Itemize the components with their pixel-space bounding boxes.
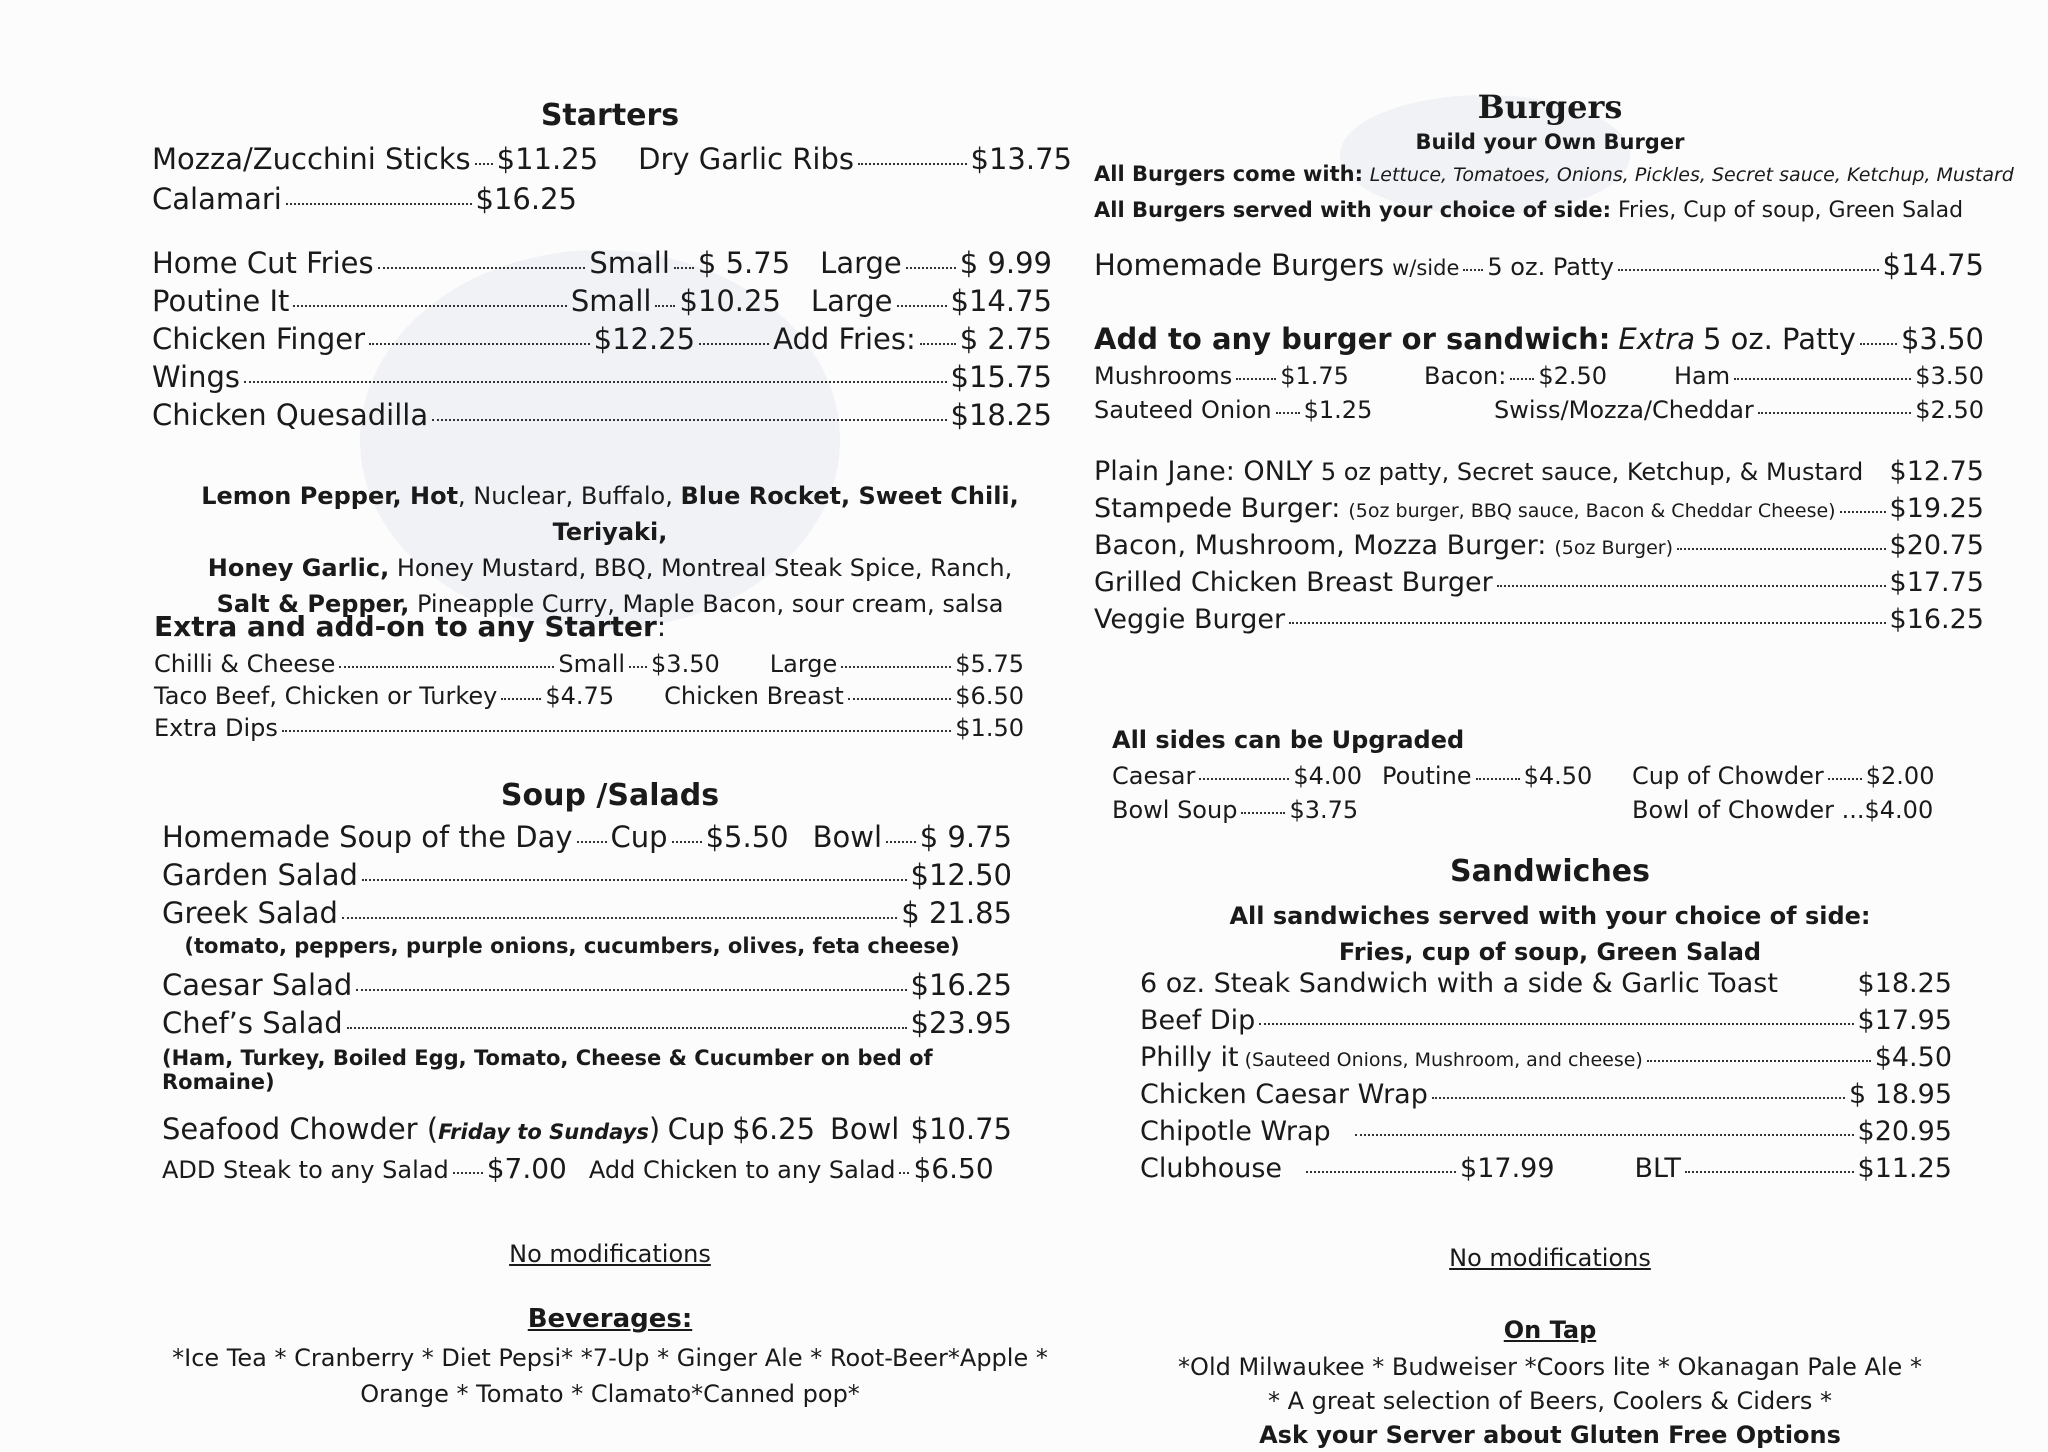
size-label: Bowl: [829, 1112, 900, 1146]
item-price: $10.75: [910, 1112, 1012, 1146]
dot-leader: [293, 305, 567, 307]
item-name: Beef Dip: [1140, 1005, 1256, 1036]
item-name: Calamari: [152, 182, 282, 216]
item-name: Chicken Finger: [152, 322, 366, 356]
item-price: $5.50: [705, 820, 789, 854]
dot-leader: [897, 305, 947, 307]
burgers-come-with: [1094, 162, 2014, 186]
label: All Burgers served with your choice of side:: [1094, 198, 1611, 222]
colon: :: [656, 610, 667, 643]
flavor: , Nuclear, Buffalo,: [458, 482, 681, 510]
dot-leader: [1289, 622, 1885, 624]
dot-leader: [1432, 1097, 1845, 1099]
dot-leader: [501, 698, 541, 700]
item-name: Chicken Quesadilla: [152, 398, 429, 432]
item-price: $ 18.95: [1848, 1079, 1952, 1110]
dot-leader: [674, 267, 694, 269]
side-caesar: [1112, 762, 1382, 790]
item-price: $15.75: [950, 360, 1052, 394]
item-name: Grilled Chicken Breast Burger: [1094, 567, 1493, 598]
extra-addon-title: [154, 610, 666, 643]
dot-leader: [1758, 412, 1912, 414]
item-price: $20.75: [1889, 530, 1984, 561]
left-no-modifications: No modifications: [509, 1240, 711, 1268]
item-name: Add to any burger or sandwich:: [1094, 322, 1611, 356]
soup-salad-list: [162, 820, 1012, 1185]
item-price: $13.75: [970, 142, 1072, 176]
item-name: Add Chicken to any Salad: [588, 1156, 896, 1184]
size-label: Large: [820, 246, 902, 280]
add-label: Add Fries:: [773, 322, 916, 356]
dot-leader: [629, 666, 647, 668]
menu-item-caesar-salad: [162, 968, 1012, 1002]
item-name: Philly it: [1140, 1042, 1239, 1073]
item-price: $2.50: [1538, 362, 1608, 390]
size-label: Small: [570, 284, 652, 318]
burger-list: [1094, 248, 1984, 635]
item-name: Sauteed Onion: [1094, 396, 1272, 424]
dot-leader: [1497, 585, 1886, 587]
flavors-line-1: [140, 478, 1080, 550]
flavor: Pineapple Curry, Maple Bacon, sour cream, salsa: [409, 590, 1004, 618]
flavor-bold: Blue Rocket, Sweet Chili, Teriyaki,: [552, 482, 1019, 546]
item-name: Caesar Salad: [162, 968, 353, 1002]
sides-title: All sides can be Upgraded: [1112, 726, 1465, 754]
item-price: $11.25: [1857, 1153, 1952, 1184]
item-name: ADD Steak to any Salad: [162, 1156, 449, 1184]
menu-item-wings: [152, 360, 1052, 394]
menu-item-bacon-mushroom-mozza: [1094, 530, 1984, 561]
item-price: $ 9.75: [919, 820, 1012, 854]
size-label: Large: [810, 284, 893, 318]
dot-leader: [378, 267, 586, 269]
item-price: $3.50: [1915, 362, 1984, 390]
starters-list-2: [152, 246, 1052, 432]
menu-item-seafood-chowder: [162, 1112, 1012, 1146]
addon-cheese: [1494, 396, 1984, 424]
side-poutine: [1382, 762, 1632, 790]
dot-leader: [432, 419, 946, 421]
dot-leader: [858, 163, 967, 165]
dot-leader: [339, 666, 554, 668]
item-price: $ 2.75: [959, 322, 1052, 356]
menu-item-chilli: [154, 650, 1024, 678]
item-price: $16.25: [910, 968, 1012, 1002]
addon-mushrooms: [1094, 362, 1424, 390]
dot-leader: [906, 267, 956, 269]
item-price: $12.25: [593, 322, 696, 356]
beverages-line: Orange * Tomato * Clamato*Canned pop*: [360, 1380, 860, 1408]
item-price: $4.00: [1293, 762, 1363, 790]
item-price: $6.50: [955, 682, 1024, 710]
item-price: $6.25: [732, 1112, 816, 1146]
availability-note: Friday to Sundays: [438, 1120, 649, 1144]
patty-size: 5 oz. Patty: [1487, 253, 1614, 281]
item-name: Veggie Burger: [1094, 604, 1286, 635]
item-name: Garden Salad: [162, 858, 358, 892]
dot-leader: [1199, 778, 1289, 780]
size-label: Large: [769, 650, 838, 678]
menu-item-taco: [154, 682, 1024, 710]
item-price: $1.25: [1303, 396, 1373, 424]
dot-leader: [886, 841, 916, 843]
item-price: $ 21.85: [901, 896, 1012, 930]
item-name: Wings: [152, 360, 240, 394]
dot-leader: [1259, 1023, 1853, 1025]
dot-leader: [1241, 812, 1285, 814]
patty-size: 5 oz. Patty: [1702, 322, 1856, 356]
item-name: Dry Garlic Ribs: [638, 142, 854, 176]
addon-onion: [1094, 396, 1444, 424]
dot-leader: [1618, 269, 1879, 271]
item-desc: 5 oz patty, Secret sauce, Ketchup, & Mustard: [1320, 458, 1864, 486]
item-price: $5.75: [955, 650, 1024, 678]
item-price: $4.00: [1864, 796, 1934, 824]
dot-leader: [1236, 378, 1276, 380]
item-name: Poutine It: [152, 284, 290, 318]
size-label: Bowl: [812, 820, 883, 854]
sides-list: [1112, 762, 1972, 824]
item-name: Poutine: [1382, 762, 1472, 790]
menu-item-quesadilla: [152, 398, 1052, 432]
item-name: Greek Salad: [162, 896, 338, 930]
item-name: Caesar: [1112, 762, 1196, 790]
item-desc: (5oz burger, BBQ sauce, Bacon & Cheddar Cheese): [1348, 500, 1836, 522]
addon-bacon: [1424, 362, 1674, 390]
item-price: $17.95: [1857, 1005, 1952, 1036]
item-price: $12.75: [1889, 456, 1984, 487]
item-price: $16.25: [1889, 604, 1984, 635]
sandwich-list: [1140, 968, 1952, 1184]
menu-item-chefs-salad: [162, 1006, 1012, 1040]
beverages-title: Beverages:: [527, 1304, 693, 1334]
chefs-salad-note: (Ham, Turkey, Boiled Egg, Tomato, Cheese & Cucumber on bed of Romaine): [162, 1046, 933, 1094]
item-name: Bowl of Chowder ...: [1632, 796, 1865, 824]
item-name: Mushrooms: [1094, 362, 1233, 390]
item-price: $23.95: [910, 1006, 1012, 1040]
menu-item-philly: [1140, 1042, 1952, 1073]
item-name: Taco Beef, Chicken or Turkey: [154, 682, 498, 710]
item-name: Home Cut Fries: [152, 246, 374, 280]
subtitle-line: Fries, cup of soup, Green Salad: [1338, 938, 1762, 966]
menu-item-stampede: [1094, 493, 1984, 524]
menu-item-steak-sandwich: [1140, 968, 1952, 999]
sandwiches-subtitle: [1090, 898, 2010, 970]
sandwiches-title: Sandwiches: [1449, 854, 1651, 889]
gluten-free-note: Ask your Server about Gluten Free Options: [1259, 1421, 1841, 1449]
paren: ): [648, 1112, 661, 1146]
dot-leader: [453, 1172, 483, 1174]
menu-item-plain-jane: [1094, 456, 1984, 487]
beverages-line: *Ice Tea * Cranberry * Diet Pepsi* *7-Up * Ginger Ale * Root-Beer*Apple *: [172, 1344, 1048, 1372]
item-price: $10.25: [679, 284, 781, 318]
dot-leader: [1734, 378, 1911, 380]
item-price: $1.50: [955, 714, 1024, 742]
dot-leader: [475, 163, 493, 165]
item-desc: (5oz Burger): [1554, 537, 1674, 559]
side-options: Fries, Cup of soup, Green Salad: [1618, 198, 1964, 223]
menu-item-calamari: [152, 182, 577, 216]
menu-item-poutine: [152, 284, 1052, 318]
item-price: $17.99: [1460, 1153, 1555, 1184]
item-name: Homemade Burgers: [1094, 248, 1385, 282]
dot-leader: [356, 989, 906, 991]
menu-item-fries: [152, 246, 1052, 280]
item-name: Chipotle Wrap: [1140, 1116, 1331, 1147]
item-desc: (Sauteed Onions, Mushroom, and cheese): [1244, 1049, 1643, 1071]
menu-item-greek-salad: [162, 896, 1012, 930]
on-tap-list: [1090, 1350, 2010, 1452]
dot-leader: [577, 841, 607, 843]
dot-leader: [1510, 378, 1534, 380]
dot-leader: [899, 1172, 909, 1174]
greek-salad-note: (tomato, peppers, purple onions, cucumbers, olives, feta cheese): [184, 934, 960, 958]
item-price: $14.75: [1882, 248, 1984, 282]
dot-leader: [282, 730, 951, 732]
addon-row-2: [1094, 396, 1984, 424]
burgers-title: Burgers: [1477, 88, 1623, 126]
item-price: $7.00: [486, 1152, 567, 1185]
flavor-bold: Honey Garlic,: [207, 554, 390, 582]
item-name: Bacon:: [1424, 362, 1507, 390]
burgers-subtitle: Build your Own Burger: [1415, 130, 1685, 154]
side-note: w/side: [1392, 256, 1460, 280]
menu-item-homemade-soup: [162, 820, 1012, 854]
dot-leader: [1860, 343, 1897, 345]
flavor: Honey Mustard, BBQ, Montreal Steak Spice, Ranch,: [389, 554, 1013, 582]
item-price: $4.50: [1874, 1042, 1952, 1073]
flavors-line-2: [140, 550, 1080, 586]
left-column: [140, 0, 1080, 1447]
item-price: $19.25: [1889, 493, 1984, 524]
addon-ham: [1674, 362, 1984, 390]
dot-leader: [841, 666, 951, 668]
item-name: Chicken Caesar Wrap: [1140, 1079, 1428, 1110]
flavor-bold: Lemon Pepper, Hot: [201, 482, 459, 510]
item-price: $3.75: [1289, 796, 1359, 824]
size-label: Small: [558, 650, 626, 678]
menu-item-grilled-chicken: [1094, 567, 1984, 598]
dot-leader: [1828, 778, 1862, 780]
addon-row-1: [1094, 362, 1984, 390]
side-bowl-soup: [1112, 796, 1632, 824]
subtitle-line: All sandwiches served with your choice of side:: [1229, 902, 1871, 930]
menu-item-chipotle-wrap: [1140, 1116, 1952, 1147]
item-price: $17.75: [1889, 567, 1984, 598]
dot-leader: [1355, 1134, 1854, 1136]
menu-item-homemade-burgers: [1094, 248, 1984, 282]
menu-item-chicken-caesar-wrap: [1140, 1079, 1952, 1110]
flavor-bold: Salt & Pepper,: [216, 590, 410, 618]
dot-leader: [655, 305, 675, 307]
right-no-modifications: No modifications: [1449, 1244, 1651, 1272]
dot-leader: [342, 917, 897, 919]
on-tap-line: *Old Milwaukee * Budweiser *Coors lite * Okanagan Pale Ale *: [1178, 1353, 1922, 1381]
menu-item-clubhouse-blt: [1140, 1153, 1952, 1184]
dot-leader: [672, 841, 702, 843]
menu-item-chicken-finger: [152, 322, 1052, 356]
item-price: $2.00: [1865, 762, 1935, 790]
menu-item-mozza-ribs: [152, 142, 1072, 176]
dot-leader: [1463, 269, 1483, 271]
side-bowl-chowder: [1632, 796, 1933, 824]
item-price: $ 5.75: [697, 246, 791, 280]
item-name: 6 oz. Steak Sandwich with a side & Garlic Toast: [1140, 968, 1778, 999]
size-label: Small: [589, 246, 670, 280]
item-name: Chicken Breast: [664, 682, 844, 710]
item-price: $2.50: [1915, 396, 1984, 424]
dot-leader: [1677, 548, 1886, 550]
item-name: Ham: [1674, 362, 1731, 390]
size-label: Cup: [667, 1112, 725, 1146]
dot-leader: [1276, 412, 1300, 414]
item-name: Cup of Chowder: [1632, 762, 1824, 790]
dot-leader: [347, 1027, 907, 1029]
size-label: Cup: [610, 820, 668, 854]
dot-leader: [362, 879, 907, 881]
item-name: Chef’s Salad: [162, 1006, 343, 1040]
item-name: Swiss/Mozza/Cheddar: [1494, 396, 1754, 424]
on-tap-title: On Tap: [1503, 1316, 1597, 1344]
dot-leader: [1476, 778, 1520, 780]
item-price: $3.50: [651, 650, 720, 678]
dot-leader: [1306, 1171, 1456, 1173]
soup-salads-title: Soup /Salads: [500, 778, 720, 813]
item-name: Stampede Burger:: [1094, 493, 1341, 524]
item-name: Plain Jane: ONLY: [1094, 456, 1313, 487]
item-price: $18.25: [950, 398, 1052, 432]
item-name: Seafood Chowder (: [162, 1112, 439, 1146]
item-price: $14.75: [950, 284, 1052, 318]
right-column: [1090, 0, 2014, 1449]
sides-row-1: [1112, 762, 1972, 790]
dot-leader: [848, 698, 952, 700]
dot-leader: [1840, 511, 1886, 513]
dot-leader: [244, 381, 947, 383]
item-name: BLT: [1634, 1153, 1681, 1184]
item-name: Homemade Soup of the Day: [162, 820, 573, 854]
item-price: $6.50: [913, 1152, 994, 1185]
menu-item-dips: [154, 714, 1024, 742]
extra-label: Extra: [1618, 322, 1695, 356]
dot-leader: [1647, 1060, 1871, 1062]
dot-leader: [1685, 1171, 1854, 1173]
item-name: Bacon, Mushroom, Mozza Burger:: [1094, 530, 1547, 561]
extra-addon-list: [154, 650, 1024, 742]
item-price: $4.75: [545, 682, 615, 710]
menu-item-garden-salad: [162, 858, 1012, 892]
on-tap-line: * A great selection of Beers, Coolers & Ciders *: [1268, 1387, 1832, 1415]
wing-flavors: [140, 478, 1080, 622]
item-name: Clubhouse: [1140, 1153, 1283, 1184]
item-price: $16.25: [475, 182, 577, 216]
item-price: $12.50: [910, 858, 1012, 892]
dot-leader: [286, 203, 472, 205]
item-price: $1.75: [1280, 362, 1349, 390]
item-price: $ 9.99: [959, 246, 1052, 280]
burgers-served-with: [1094, 198, 2004, 223]
label: All Burgers come with:: [1094, 162, 1364, 186]
item-price: $4.50: [1523, 762, 1593, 790]
menu-item-veggie: [1094, 604, 1984, 635]
dot-leader: [369, 343, 590, 345]
item-price: $3.50: [1900, 322, 1984, 356]
menu-item-add-protein: [162, 1152, 1012, 1185]
side-cup-chowder: [1632, 762, 1934, 790]
item-price: $18.25: [1857, 968, 1952, 999]
beverages-list: [140, 1340, 1080, 1412]
item-name: Chilli & Cheese: [154, 650, 336, 678]
dot-leader: [699, 343, 769, 345]
toppings: Lettuce, Tomatoes, Onions, Pickles, Secret sauce, Ketchup, Mustard: [1369, 164, 2014, 186]
item-name: Bowl Soup: [1112, 796, 1238, 824]
starters-list: [152, 142, 1072, 216]
item-price: $11.25: [496, 142, 599, 176]
item-name: Extra Dips: [154, 714, 278, 742]
sides-row-2: [1112, 796, 1972, 824]
dot-leader: [920, 343, 956, 345]
item-price: $20.95: [1857, 1116, 1952, 1147]
item-name: Mozza/Zucchini Sticks: [152, 142, 471, 176]
menu-item-add-patty: [1094, 322, 1984, 356]
section-heading: Extra and add-on to any Starter: [154, 610, 657, 643]
starters-title: Starters: [540, 98, 680, 133]
menu-item-beef-dip: [1140, 1005, 1952, 1036]
